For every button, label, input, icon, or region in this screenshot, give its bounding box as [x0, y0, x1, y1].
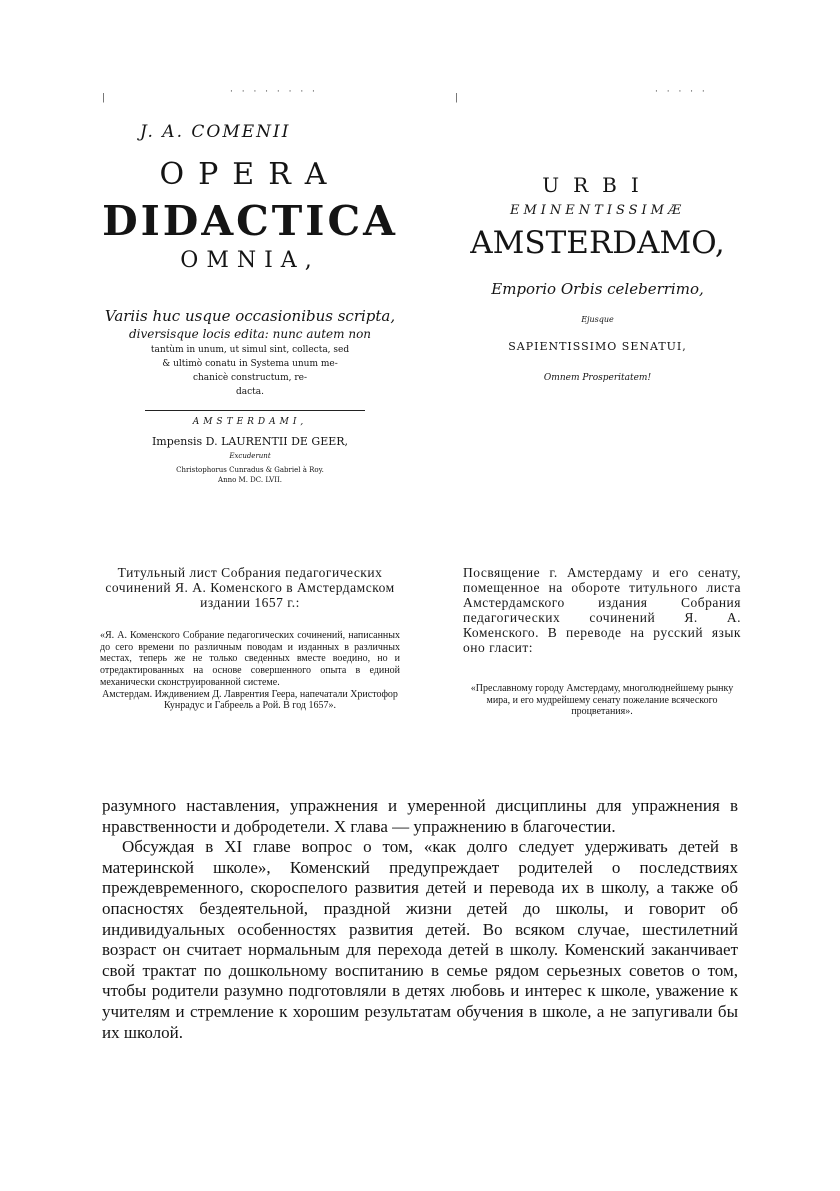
left-caption-imprint: Амстердам. Иждивением Д. Лаврентия Геера, напечатали Христофор Кунрадус и Габреель а Рой. В год 1657». — [102, 688, 398, 712]
dedication-urbi: URBI — [542, 173, 653, 197]
author-name: J. A. COMENII — [140, 122, 291, 142]
right-caption-heading: Посвящение г. Амстердаму и его сенату, помещенное на обороте титульного листа Амстердамского издания Собрания педагогических сочинений Я. А. Коменского. В переводе на русский язык оно гласит: — [463, 565, 741, 655]
left-caption-body — [100, 630, 400, 712]
dedication-emporio: Emporio Orbis celeberrimo, — [491, 280, 704, 298]
imprint-printers: Christophorus Cunradus & Gabriel à Roy. — [176, 466, 324, 474]
title-didactica: DIDACTICA — [102, 197, 398, 245]
right-caption-body: «Преславному городу Амстердаму, многолюднейшему рынку мира, и его мудрейшему сенату пожелание всяческого процветания». — [470, 683, 734, 718]
subtitle-line-5: chanicè constructum, re- — [192, 373, 308, 383]
subtitle-line-1: Variis huc usque occasionibus scripta, — [104, 307, 396, 325]
body-paragraph-2: Обсуждая в XI главе вопрос о том, «как долго следует удерживать детей в материнской школе», Коменский предупреждает родителей о последствиях преждевременного, скороспелого развития детей и перевода их в школу, а также об опасностях бездеятельной, праздной жизни детей до школы, и говорит об индивидуальных особенностях развития детей. Во всяком случае, шестилетний возраст он считает нормальным для перехода детей в школу. Коменский заканчивает свой трактат по дошкольному воспитанию в семье рядом серьезных советов о том, чтобы родители разумно подготовляли в детях любовь и интерес к школе, уважение к учителям и стремление к хорошим результатам обучения в школе, а не запугивали бы их школой. — [102, 837, 738, 1042]
title-opera: OPERA — [159, 157, 341, 192]
subtitle-line-2: diversisque locis edita: nunc autem non — [128, 327, 372, 341]
imprint-rule — [145, 410, 365, 411]
dedication-ejusque: Ejusque — [581, 315, 614, 324]
body-text — [102, 796, 738, 1043]
dedication-omnem: Omnem Prosperitatem! — [543, 373, 652, 383]
body-paragraph-1: разумного наставления, упражнения и умеренной дисциплины для упражнения в нравственности и добродетели. X глава — упражнению в благочестии. — [102, 796, 738, 836]
dedication-eminentissimae: EMINENTISSIMÆ — [509, 203, 686, 218]
subtitle-line-4: & ultimò conatu in Systema unum me- — [162, 359, 338, 369]
imprint-publisher: Impensis D. LAURENTII DE GEER, — [151, 435, 349, 448]
dedication-amsterdamo: AMSTERDAMO, — [470, 225, 725, 261]
dedication-senatui: SAPIENTISSIMO SENATUI, — [508, 340, 687, 353]
imprint-year: Anno M. DC. LVII. — [218, 476, 282, 484]
subtitle-continuation — [100, 343, 400, 399]
subtitle-line-3: tantùm in unum, ut simul sint, collecta, sed — [150, 345, 350, 355]
comenius-title-page: | · · · · · · · · J. A. COMENII OPERA DIDACTICA OMNIA, Variis huc usque occasionibus scripta, diversisque locis edita: nunc autem non tantùm in unum, ut simul sint, collecta, sed & ultimò conatu in Systema unum me- chanicè constructum, re- dacta. AMSTERDAMI, Impensis D. LAURENTII DE GEER, Excuderunt Christophorus Cunradus & Gabriel à Roy. Anno M. DC. LVII. — [100, 85, 400, 525]
title-omnia: OMNIA, — [180, 248, 320, 273]
left-caption-translation: «Я. А. Коменского Собрание педагогических сочинений, написанных до сего времени по различным поводам и изданных в различных местах, теперь же не только сведенных вместе воедино, но и отредактированных на основе совершенного опыта в единой механически сконструированной системе. — [100, 630, 400, 688]
subtitle-line-6: dacta. — [235, 387, 264, 397]
dedication-page: | · · · · · URBI EMINENTISSIMÆ AMSTERDAMO, Emporio Orbis celeberrimo, Ejusque SAPIENTISSIMO SENATUI, Omnem Prosperitatem! — [455, 85, 740, 525]
imprint-city: AMSTERDAMI, — [192, 417, 308, 427]
imprint-printers-block — [100, 465, 400, 485]
left-caption-heading: Титульный лист Собрания педагогических сочинений Я. А. Коменского в Амстердамском издании 1657 г.: — [105, 565, 395, 610]
imprint-excudit: Excuderunt — [229, 452, 271, 460]
